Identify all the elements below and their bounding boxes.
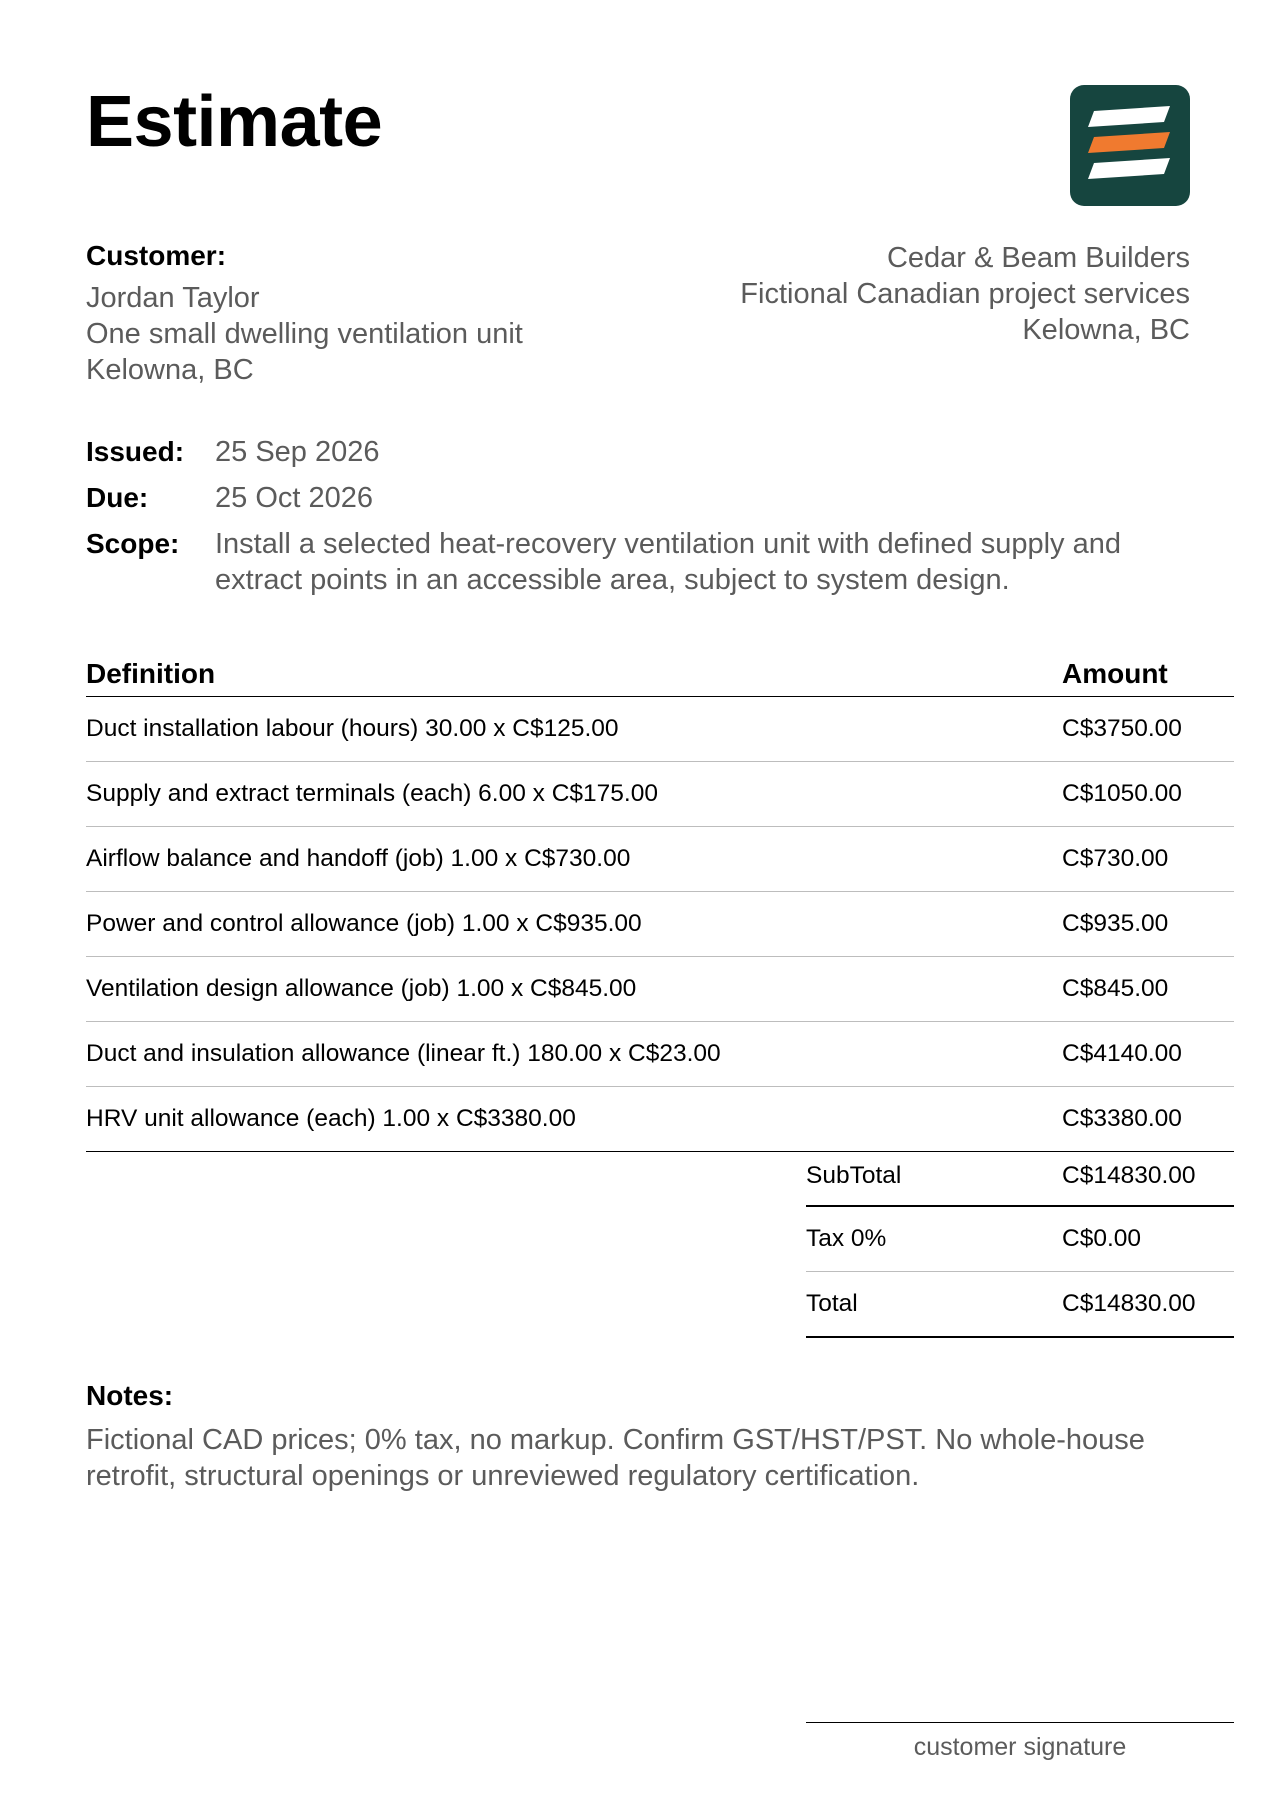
estimate-meta <box>86 434 1216 608</box>
total-row <box>806 1272 1234 1338</box>
item-amount: C$730.00 <box>1062 845 1169 872</box>
scope-label: Scope: <box>86 528 180 559</box>
table-row <box>86 892 1234 957</box>
tax-value: C$0.00 <box>1062 1225 1142 1252</box>
company-tagline: Fictional Canadian project services <box>740 278 1190 310</box>
amount-header: Amount <box>1062 658 1168 689</box>
item-definition: Supply and extract terminals (each) 6.00 x C$175.00 <box>86 780 658 807</box>
customer-name: Jordan Taylor <box>86 282 260 314</box>
item-amount: C$3380.00 <box>1062 1105 1182 1132</box>
notes-block <box>86 1380 1216 1494</box>
table-header <box>86 652 1234 697</box>
item-amount: C$935.00 <box>1062 910 1169 937</box>
item-definition: Airflow balance and handoff (job) 1.00 x C$730.00 <box>86 845 631 872</box>
table-row <box>86 1022 1234 1087</box>
item-definition: Power and control allowance (job) 1.00 x C$935.00 <box>86 910 642 937</box>
table-row <box>86 1087 1234 1152</box>
item-amount: C$3750.00 <box>1062 715 1182 742</box>
item-amount: C$1050.00 <box>1062 780 1182 807</box>
item-amount: C$845.00 <box>1062 975 1169 1002</box>
item-definition: HRV unit allowance (each) 1.00 x C$3380.00 <box>86 1105 576 1132</box>
issued-date: 25 Sep 2026 <box>215 436 380 468</box>
scope-row <box>86 526 1216 598</box>
signature-label: customer signature <box>913 1733 1127 1761</box>
table-row <box>86 957 1234 1022</box>
item-definition: Duct and insulation allowance (linear ft.) 180.00 x C$23.00 <box>86 1040 721 1067</box>
due-date: 25 Oct 2026 <box>215 482 373 514</box>
table-row <box>86 827 1234 892</box>
signature-line[interactable] <box>806 1722 1234 1762</box>
customer-label: Customer: <box>86 240 227 271</box>
issued-row <box>86 434 1216 470</box>
company-logo <box>1070 85 1190 206</box>
company-location: Kelowna, BC <box>1022 314 1190 346</box>
total-label: Total <box>806 1290 858 1317</box>
due-label: Due: <box>86 482 149 513</box>
document-title: Estimate <box>86 82 383 162</box>
table-row <box>86 762 1234 827</box>
total-value: C$14830.00 <box>1062 1290 1196 1317</box>
subtotal-label: SubTotal <box>806 1162 902 1189</box>
customer-project: One small dwelling ventilation unit <box>86 318 523 350</box>
subtotal-value: C$14830.00 <box>1062 1162 1196 1189</box>
customer-location: Kelowna, BC <box>86 354 254 386</box>
subtotal-row <box>806 1147 1234 1207</box>
definition-header: Definition <box>86 658 216 689</box>
customer-block <box>86 240 523 388</box>
stacked-layers-logo-icon <box>1070 85 1190 206</box>
tax-row <box>806 1207 1234 1272</box>
notes-label: Notes: <box>86 1380 174 1411</box>
item-definition: Ventilation design allowance (job) 1.00 x C$845.00 <box>86 975 637 1002</box>
scope-text: Install a selected heat-recovery ventilation unit with defined supply and extract points in an accessible area, subject to system design. <box>215 528 1121 596</box>
issued-label: Issued: <box>86 436 185 467</box>
item-definition: Duct installation labour (hours) 30.00 x C$125.00 <box>86 715 619 742</box>
item-amount: C$4140.00 <box>1062 1040 1182 1067</box>
table-row <box>86 697 1234 762</box>
line-items-table <box>86 652 1234 1152</box>
company-name: Cedar & Beam Builders <box>886 242 1190 274</box>
notes-text: Fictional CAD prices; 0% tax, no markup. Confirm GST/HST/PST. No whole-house retrofit, structural openings or unreviewed regulatory certification. <box>86 1424 1145 1492</box>
company-block <box>740 240 1190 348</box>
tax-label: Tax 0% <box>806 1225 887 1252</box>
due-row <box>86 480 1216 516</box>
totals-block <box>806 1147 1234 1338</box>
